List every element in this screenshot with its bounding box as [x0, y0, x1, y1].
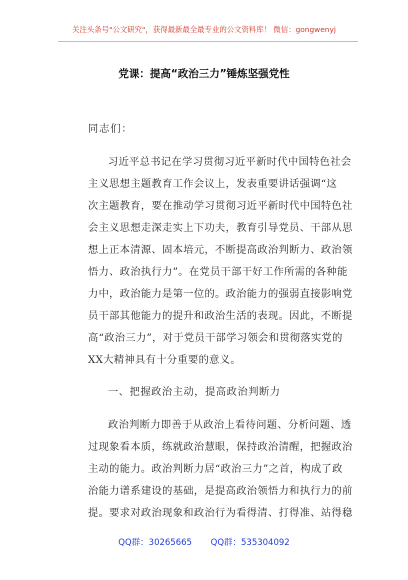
footer-qq-group-2: QQ群：535304092	[210, 538, 290, 548]
paragraph-1-line: 力中，政治能力是第一位的。政治能力的强弱直接影响党	[88, 289, 353, 300]
paragraph-1-line: 主义思想主题教育工作会议上，发表重要讲话强调“这	[88, 179, 338, 190]
paragraph-1-line: 高“政治三力”，对于党员干部学习领会和贯彻落实党的	[88, 333, 343, 344]
paragraph-2-line: 提。要求对政治现象和政治行为看得清、打得准、站得稳	[88, 508, 353, 519]
paragraph-2-line: 过现象看本质，练就政治慧眼，保持政治清醒，把握政治	[88, 442, 353, 453]
footer	[0, 536, 408, 548]
paragraph-1-line: 员干部其他能力的提升和政治生活的表现。因此，不断提	[88, 311, 353, 322]
paragraph-1-line: 悟力、政治执行力”。在党员干部干好工作所需的各种能	[88, 267, 348, 278]
paragraph-2-line: 治能力谱系建设的基础，是提高政治领悟力和执行力的前	[88, 486, 353, 497]
paragraph-1-line: 想上正本清源、固本培元，不断提高政治判断力、政治领	[88, 245, 353, 256]
greeting: 同志们：	[88, 124, 133, 135]
header-banner: 关注头条号"公文研究"，获得最新最全最专业的公文资料库！ 微信：gongwenyj	[72, 25, 336, 34]
header-divider	[58, 41, 358, 42]
paragraph-1-line: 会主义思想走深走实上下功夫，教育引导党员、干部从思	[88, 223, 353, 234]
paragraph-2-line: 政治判断力即善于从政治上看待问题、分析问题、透	[108, 420, 352, 431]
footer-qq-group-1: QQ群：30265665	[118, 538, 192, 548]
section-heading: 一、把握政治主动，提高政治判断力	[108, 387, 281, 398]
paragraph-1-line: 次主题教育，要在推动学习贯彻习近平新时代中国特色社	[88, 201, 353, 212]
paragraph-1-line: 习近平总书记在学习贯彻习近平新时代中国特色社会	[108, 157, 352, 168]
paragraph-2-line: 主动的能力。政治判断力居“政治三力”之首，构成了政	[88, 464, 343, 475]
paragraph-1-line: XX大精神具有十分重要的意义。	[88, 355, 241, 366]
document-title: 党课：提高“政治三力”锤炼坚强党性	[118, 68, 290, 80]
